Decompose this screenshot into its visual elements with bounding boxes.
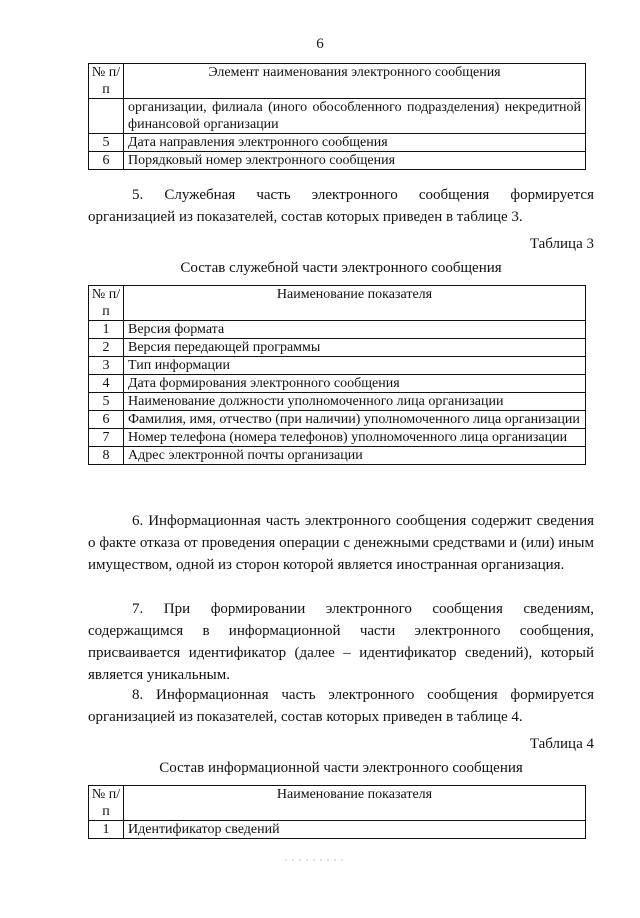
- table-2-continuation: [88, 63, 586, 170]
- row-text: Фамилия, имя, отчество (при наличии) уполномоченного лица организации: [124, 411, 586, 429]
- header-name: Наименование показателя: [124, 786, 586, 821]
- header-number: № п/п: [89, 286, 124, 321]
- table-row: [89, 134, 586, 152]
- row-text: организации, филиала (иного обособленного подразделения) некредитной финансовой организации: [124, 99, 586, 134]
- row-number: 8: [89, 447, 124, 465]
- row-number: 2: [89, 339, 124, 357]
- table-header-row: [89, 64, 586, 99]
- table-row: [89, 375, 586, 393]
- header-name: Элемент наименования электронного сообщения: [124, 64, 586, 99]
- table-row: [89, 429, 586, 447]
- table-3: [88, 285, 586, 465]
- row-text: Адрес электронной почты организации: [124, 447, 586, 465]
- row-number: 6: [89, 411, 124, 429]
- row-text: Идентификатор сведений: [124, 821, 586, 839]
- header-number: № п/п: [89, 786, 124, 821]
- row-number: 5: [89, 393, 124, 411]
- paragraph-5: 5. Служебная часть электронного сообщения формируется организацией из показателей, состав которых приведен в таблице 3.: [88, 187, 594, 225]
- row-text: Дата формирования электронного сообщения: [124, 375, 586, 393]
- table-row: [89, 152, 586, 170]
- row-number: 3: [89, 357, 124, 375]
- header-number: № п/п: [89, 64, 124, 99]
- table-row: [89, 357, 586, 375]
- row-text: Номер телефона (номера телефонов) уполномоченного лица организации: [124, 429, 586, 447]
- table-row: [89, 339, 586, 357]
- paragraph-8: 8. Информационная часть электронного сообщения формируется организацией из показателей, состав которых приведен в таблице 4.: [88, 687, 594, 725]
- table-4-title: Состав информационной части электронного сообщения: [159, 760, 523, 776]
- row-text: Наименование должности уполномоченного лица организации: [124, 393, 586, 411]
- table-row: [89, 411, 586, 429]
- table-row: [89, 99, 586, 134]
- table-3-label: Таблица 3: [529, 236, 594, 252]
- row-number: 1: [89, 821, 124, 839]
- table-3-title: Состав служебной части электронного сообщения: [180, 260, 502, 276]
- row-text: Версия формата: [124, 321, 586, 339]
- table-4: [88, 785, 586, 839]
- paragraph-6: 6. Информационная часть электронного сообщения содержит сведения о факте отказа от проведения операции с денежными средствами и (или) иным имуществом, одной из сторон которой является иностранная организация.: [88, 513, 594, 573]
- row-text: Дата направления электронного сообщения: [124, 134, 586, 152]
- table-row: [89, 447, 586, 465]
- row-number: 6: [89, 152, 124, 170]
- table-header-row: [89, 786, 586, 821]
- page-number: 6: [316, 36, 324, 52]
- table-header-row: [89, 286, 586, 321]
- row-text: Тип информации: [124, 357, 586, 375]
- table-row: [89, 321, 586, 339]
- row-number: 4: [89, 375, 124, 393]
- header-name: Наименование показателя: [124, 286, 586, 321]
- table-4-label: Таблица 4: [529, 736, 594, 752]
- scan-speck-mark: [285, 857, 345, 863]
- paragraph-7: 7. При формировании электронного сообщения сведениям, содержащимся в информационной части электронного сообщения, присваивается идентификатор (далее – идентификатор сведений), который является уникальным.: [88, 601, 594, 683]
- row-number: 7: [89, 429, 124, 447]
- row-number: 1: [89, 321, 124, 339]
- row-text: Порядковый номер электронного сообщения: [124, 152, 586, 170]
- row-number: 5: [89, 134, 124, 152]
- row-text: Версия передающей программы: [124, 339, 586, 357]
- row-number: [89, 99, 124, 134]
- table-row: [89, 821, 586, 839]
- table-row: [89, 393, 586, 411]
